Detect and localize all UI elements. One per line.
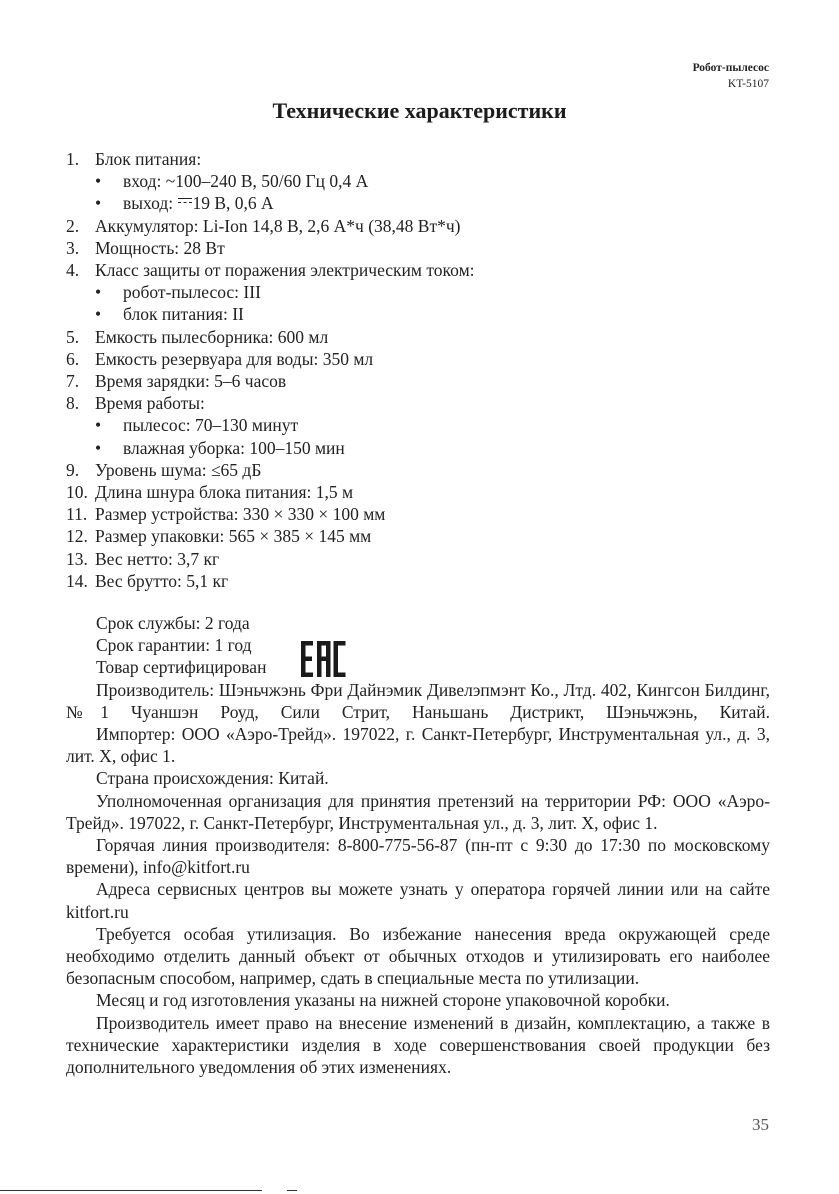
spec-text: Время работы: [95, 393, 205, 414]
certified-row [66, 656, 770, 678]
warranty: Срок гарантии: 1 год [96, 635, 252, 656]
spec-text: Аккумулятор: Li-Ion 14,8 В, 2,6 А*ч (38,48 Вт*ч) [95, 215, 461, 236]
spec-number: 4. [66, 260, 80, 281]
spec-item [66, 326, 766, 348]
spec-number: 13. [66, 548, 88, 569]
spec-sub-text: вход: ~100–240 В, 50/60 Гц 0,4 А [123, 171, 369, 192]
spec-text: Уровень шума: ≤65 дБ [95, 459, 262, 480]
header-product-name: Робот-пылесос [692, 62, 769, 74]
bullet-icon: • [95, 193, 102, 214]
running-header [693, 60, 769, 92]
spec-item [66, 348, 766, 370]
spec-text: Емкость пылесборника: 600 мл [95, 326, 329, 347]
spec-number: 9. [66, 459, 80, 480]
dc-current-icon [178, 198, 192, 210]
spec-text: Мощность: 28 Вт [95, 237, 225, 258]
spec-number: 3. [66, 237, 80, 258]
spec-sub-item [95, 192, 766, 214]
bullet-icon: • [95, 304, 102, 325]
spec-number: 12. [66, 526, 88, 547]
spec-item [66, 370, 766, 392]
certified-text: Товар сертифицирован [96, 657, 267, 678]
spec-item [66, 548, 766, 570]
spec-item [66, 525, 766, 547]
spec-number: 10. [66, 482, 88, 503]
header-model-code: KT-5107 [727, 78, 769, 90]
service-centers: Адреса сервисных центров вы можете узнать у оператора горячей линии или на сайте kitfort.ru [66, 879, 770, 922]
spec-sub-text: блок питания: II [123, 304, 244, 325]
spec-sub-item [95, 303, 766, 325]
spec-item [66, 503, 766, 525]
spec-text: Время зарядки: 5–6 часов [95, 371, 287, 392]
service-life: Срок службы: 2 года [96, 613, 250, 633]
page-number: 35 [752, 1115, 769, 1134]
info-block [66, 612, 770, 1078]
spec-sub-item [95, 414, 766, 436]
bullet-icon: • [95, 282, 102, 303]
spec-sub-item [95, 437, 766, 459]
hotline: Горячая линия производителя: 8-800-775-56-87 (пн-пт с 9:30 до 17:30 по московскому времени), info@kitfort.ru [66, 835, 770, 878]
spec-text: Емкость резервуара для воды: 350 мл [95, 348, 374, 369]
spec-text: Вес брутто: 5,1 кг [95, 570, 229, 591]
spec-item [66, 237, 766, 259]
spec-number: 8. [66, 393, 80, 414]
spec-number: 14. [66, 570, 88, 591]
page-title: Технические характеристики [272, 98, 567, 123]
spec-text: Вес нетто: 3,7 кг [95, 548, 220, 569]
spec-sub-text: 19 В, 0,6 А [192, 193, 274, 214]
spec-item [66, 459, 766, 481]
spec-number: 6. [66, 348, 80, 369]
bullet-icon: • [95, 415, 102, 436]
spec-text: Блок питания: [95, 149, 202, 169]
spec-text: Длина шнура блока питания: 1,5 м [95, 482, 354, 503]
bottom-dash [287, 1190, 297, 1191]
spec-sub-text: пылесос: 70–130 минут [123, 415, 299, 436]
spec-sub-text: влажная уборка: 100–150 мин [123, 437, 345, 458]
spec-item [66, 148, 766, 215]
spec-item [66, 392, 766, 459]
manufacturer: Производитель: Шэньчжэнь Фри Дайнэмик Дивелэпмэнт Ко., Лтд. 402, Кингсон Билдинг, №1 Чуаншэн Роуд, Сили Стрит, Наньшань Дистрикт, Шэньчжэнь, Китай. [66, 679, 770, 722]
spec-text: Размер устройства: 330 × 330 × 100 мм [95, 504, 386, 525]
spec-number: 2. [66, 215, 80, 236]
importer: Импортер: ООО «Аэро-Трейд». 197022, г. Санкт-Петербург, Инструментальная ул., д. 3, лит. Х, офис 1. [66, 724, 770, 767]
spec-sub-list [95, 281, 766, 325]
spec-number: 7. [66, 371, 80, 392]
spec-number: 1. [66, 149, 80, 169]
spec-item [66, 481, 766, 503]
bottom-rule [0, 1190, 262, 1191]
spec-sub-list [95, 170, 766, 214]
spec-text: Класс защиты от поражения электрическим током: [95, 260, 475, 281]
spec-sub-list [95, 414, 766, 458]
spec-list [66, 148, 766, 592]
bullet-icon: • [95, 437, 102, 458]
country-of-origin: Страна происхождения: Китай. [96, 768, 329, 789]
disposal-note: Требуется особая утилизация. Во избежание нанесения вреда окружающей среде необходимо отделить данный объект от обычных отходов и утилизировать его наиболее безопасным способом, например, сдать в специальные места по утилизации. [66, 923, 770, 989]
authorized-organization: Уполномоченная организация для принятия претензий на территории РФ: ООО «Аэро-Трейд». 197022, г. Санкт-Петербург, Инструментальная ул., д. 3, лит. Х, офис 1. [66, 790, 770, 833]
spec-item [66, 259, 766, 326]
spec-number: 5. [66, 326, 80, 347]
spec-sub-item [95, 281, 766, 303]
eac-logo-icon [300, 640, 346, 678]
spec-item [66, 570, 766, 592]
spec-sub-item [95, 170, 766, 192]
spec-text: Размер упаковки: 565 × 385 × 145 мм [95, 526, 372, 547]
bullet-icon: • [95, 171, 102, 192]
spec-number: 11. [66, 504, 88, 525]
changes-note: Производитель имеет право на внесение изменений в дизайн, комплектацию, а также в технические характеристики изделия в ходе совершенствования своей продукции без дополнительного уведомления об этих изменениях. [66, 1012, 770, 1078]
production-date-note: Месяц и год изготовления указаны на нижней стороне упаковочной коробки. [96, 990, 670, 1011]
spec-sub-prefix: выход: [123, 193, 178, 214]
spec-sub-text: робот-пылесос: III [123, 282, 261, 303]
spec-item [66, 215, 766, 237]
